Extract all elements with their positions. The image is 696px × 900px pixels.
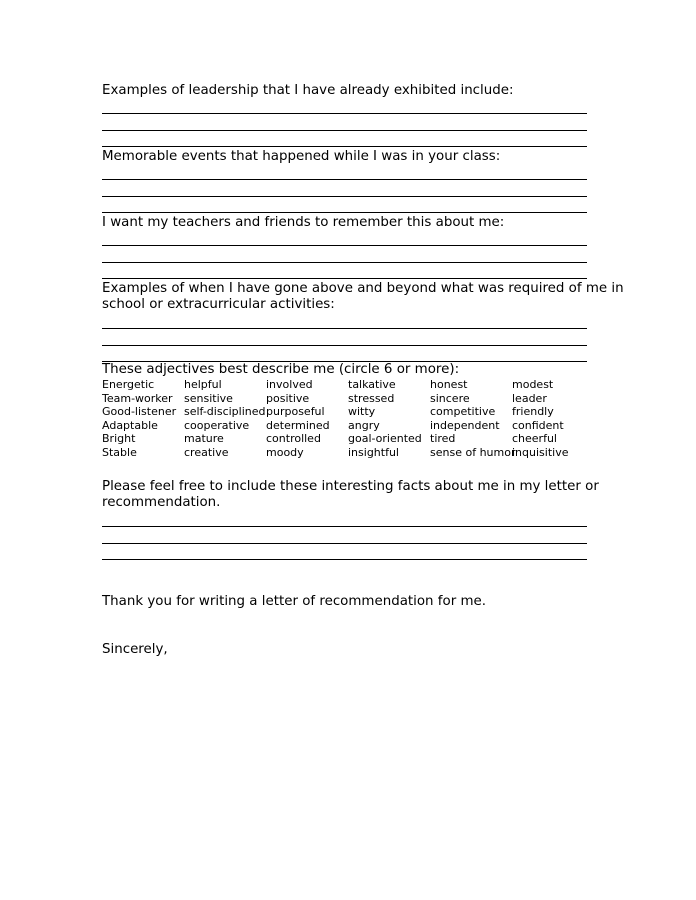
leadership-answer-line-2[interactable] — [102, 130, 587, 131]
adjective-option[interactable]: friendly — [512, 405, 554, 419]
adjective-option[interactable]: involved — [266, 378, 313, 391]
adjective-option[interactable]: Bright — [102, 432, 136, 446]
adjective-option[interactable]: cheerful — [512, 432, 557, 446]
adjectives-heading: These adjectives best describe me (circle 6 or more): — [102, 362, 460, 377]
adjective-option[interactable]: sense of humor — [430, 445, 516, 459]
facts-answer-line-2[interactable] — [102, 543, 587, 544]
adjective-option[interactable]: cooperative — [184, 418, 250, 432]
adjective-option[interactable]: inquisitive — [512, 445, 569, 459]
adjective-option[interactable]: confident — [512, 418, 564, 432]
adjective-option[interactable]: self-disciplined — [184, 405, 266, 419]
adjective-option[interactable]: Team-worker — [102, 391, 173, 405]
memorable-answer-line-2[interactable] — [102, 196, 587, 197]
adjective-option[interactable]: creative — [184, 445, 229, 459]
adjective-option[interactable]: angry — [348, 418, 380, 432]
adjective-option[interactable]: sincere — [430, 391, 470, 405]
remember-answer-line-2[interactable] — [102, 262, 587, 263]
adjective-option[interactable]: tired — [430, 432, 456, 446]
above-beyond-answer-line-1[interactable] — [102, 328, 587, 329]
adjective-option[interactable]: helpful — [184, 378, 222, 391]
leadership-prompt: Examples of leadership that I have already exhibited include: — [102, 83, 514, 98]
adjective-option[interactable]: modest — [512, 378, 554, 391]
adjective-option[interactable]: Good-listener — [102, 405, 177, 419]
adjective-option[interactable]: competitive — [430, 405, 496, 419]
adjective-option[interactable]: determined — [266, 418, 330, 432]
signoff-text: Sincerely, — [102, 642, 168, 657]
facts-answer-line-3[interactable] — [102, 559, 587, 560]
above-beyond-answer-line-2[interactable] — [102, 345, 587, 346]
adjective-option[interactable]: talkative — [348, 378, 396, 391]
above-beyond-prompt-line-2: school or extracurricular activities: — [102, 297, 335, 312]
remember-answer-line-3[interactable] — [102, 278, 587, 279]
adjective-option[interactable]: sensitive — [184, 391, 233, 405]
above-beyond-prompt-line-1: Examples of when I have gone above and beyond what was required of me in — [102, 281, 624, 296]
remember-prompt: I want my teachers and friends to remember this about me: — [102, 215, 505, 230]
adjective-option[interactable]: insightful — [348, 445, 399, 459]
memorable-answer-line-3[interactable] — [102, 212, 587, 213]
facts-prompt-line-2: recommendation. — [102, 495, 221, 510]
adjective-option[interactable]: Adaptable — [102, 418, 158, 432]
adjective-option[interactable]: Stable — [102, 445, 137, 459]
memorable-answer-line-1[interactable] — [102, 179, 587, 180]
adjective-option[interactable]: goal-oriented — [348, 432, 422, 446]
leadership-answer-line-3[interactable] — [102, 146, 587, 147]
adjective-option[interactable]: positive — [266, 391, 310, 405]
adjective-option[interactable]: independent — [430, 418, 500, 432]
adjective-option[interactable]: honest — [430, 378, 468, 391]
adjective-option[interactable]: moody — [266, 445, 304, 459]
remember-answer-line-1[interactable] — [102, 245, 587, 246]
adjective-option[interactable]: leader — [512, 391, 547, 405]
adjective-option[interactable]: stressed — [348, 391, 395, 405]
facts-prompt-line-1: Please feel free to include these interesting facts about me in my letter or — [102, 479, 599, 494]
adjective-option[interactable]: controlled — [266, 432, 321, 446]
adjectives-table — [102, 378, 592, 460]
leadership-answer-line-1[interactable] — [102, 113, 587, 114]
facts-answer-line-1[interactable] — [102, 526, 587, 527]
adjective-option[interactable]: purposeful — [266, 405, 325, 419]
adjective-option[interactable]: mature — [184, 432, 224, 446]
adjective-option[interactable]: Energetic — [102, 378, 155, 391]
thank-you-text: Thank you for writing a letter of recommendation for me. — [102, 594, 487, 609]
adjective-option[interactable]: witty — [348, 405, 376, 419]
memorable-prompt: Memorable events that happened while I was in your class: — [102, 149, 501, 164]
